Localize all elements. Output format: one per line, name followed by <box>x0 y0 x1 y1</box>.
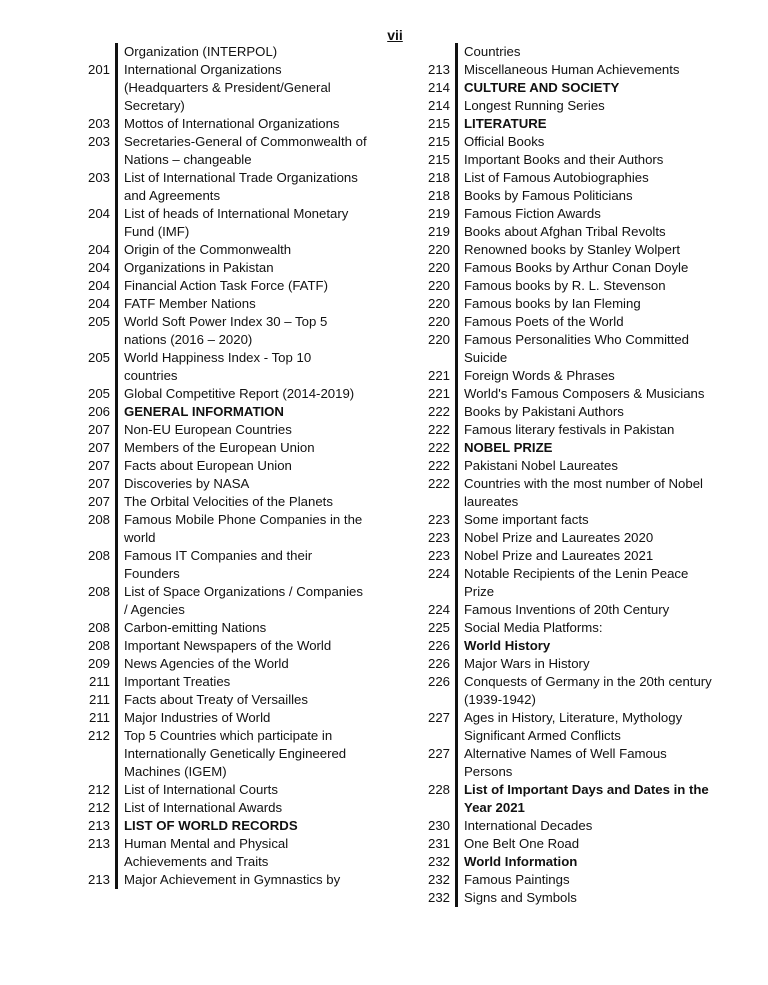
toc-entry <box>72 457 367 475</box>
toc-entry <box>72 349 367 385</box>
toc-entry-title: World Soft Power Index 30 – Top 5 nations (2016 – 2020) <box>115 313 367 349</box>
toc-entry <box>72 133 367 169</box>
toc-entry-page: 214 <box>427 80 450 95</box>
toc-entry-page: 220 <box>427 242 450 257</box>
toc-entry-page: 222 <box>427 476 450 491</box>
toc-entry-title: List of Important Days and Dates in the Year 2021 <box>455 781 712 817</box>
toc-entry <box>412 331 712 367</box>
toc-entry-title: Official Books <box>455 133 712 151</box>
toc-entry-title: Conquests of Germany in the 20th century (1939-1942) <box>455 673 712 709</box>
toc-entry-title: Notable Recipients of the Lenin Peace Prize <box>455 565 712 601</box>
toc-entry-title: World Information <box>455 853 712 871</box>
toc-entry <box>72 619 367 637</box>
toc-entry-title: LITERATURE <box>455 115 712 133</box>
toc-entry-title: Secretaries-General of Commonwealth of Nations – changeable <box>115 133 367 169</box>
toc-entry-page: 211 <box>88 692 110 707</box>
toc-entry-page: 220 <box>427 314 450 329</box>
toc-entry-title: Major Achievement in Gymnastics by <box>115 871 367 889</box>
toc-entry <box>72 871 367 889</box>
toc-entry-page: 225 <box>427 620 450 635</box>
toc-entry-page: 219 <box>427 224 450 239</box>
toc-entry-title: World History <box>455 637 712 655</box>
toc-entry-title: Non-EU European Countries <box>115 421 367 439</box>
toc-entry-page: 222 <box>427 440 450 455</box>
toc-entry <box>412 439 712 457</box>
toc-entry-page: 220 <box>427 278 450 293</box>
toc-entry-title: Miscellaneous Human Achievements <box>455 61 712 79</box>
toc-entry-title: Nobel Prize and Laureates 2021 <box>455 547 712 565</box>
toc-right-column <box>412 43 712 907</box>
toc-entry-title: Human Mental and Physical Achievements and Traits <box>115 835 367 871</box>
toc-entry <box>412 835 712 853</box>
toc-entry-title: The Orbital Velocities of the Planets <box>115 493 367 511</box>
toc-entry <box>412 241 712 259</box>
toc-entry <box>412 43 712 61</box>
toc-entry-page: 230 <box>427 818 450 833</box>
toc-entry <box>412 655 712 673</box>
toc-entry-title: Major Industries of World <box>115 709 367 727</box>
toc-entry-title: Social Media Platforms: <box>455 619 712 637</box>
toc-entry-page: 213 <box>87 836 110 851</box>
toc-entry-title: Books by Famous Politicians <box>455 187 712 205</box>
toc-entry <box>412 133 712 151</box>
toc-entry <box>72 583 367 619</box>
toc-entry-page: 228 <box>427 782 450 797</box>
toc-entry <box>72 259 367 277</box>
toc-entry-title: List of International Trade Organizations and Agreements <box>115 169 367 205</box>
toc-entry <box>72 511 367 547</box>
toc-entry <box>412 889 712 907</box>
toc-entry-page: 203 <box>87 134 110 149</box>
toc-entry-title: World's Famous Composers & Musicians <box>455 385 712 403</box>
toc-entry-title: Books by Pakistani Authors <box>455 403 712 421</box>
toc-entry <box>72 475 367 493</box>
toc-entry <box>412 187 712 205</box>
toc-entry <box>412 115 712 133</box>
toc-entry-page: 222 <box>427 458 450 473</box>
toc-entry-title: International Decades <box>455 817 712 835</box>
toc-entry-page: 213 <box>87 872 110 887</box>
toc-entry-title: FATF Member Nations <box>115 295 367 313</box>
toc-entry-title: Origin of the Commonwealth <box>115 241 367 259</box>
toc-entry-page: 218 <box>427 170 450 185</box>
toc-entry-page: 203 <box>87 116 110 131</box>
toc-entry-page: 223 <box>427 548 450 563</box>
toc-entry <box>72 61 367 115</box>
toc-entry-title: World Happiness Index - Top 10 countries <box>115 349 367 385</box>
toc-entry-page: 205 <box>87 314 110 329</box>
toc-entry-page: 215 <box>427 152 450 167</box>
toc-entry-page: 208 <box>87 638 110 653</box>
toc-entry <box>412 781 712 817</box>
toc-entry-page: 204 <box>87 278 110 293</box>
toc-entry-title: Famous literary festivals in Pakistan <box>455 421 712 439</box>
toc-entry-page: 211 <box>88 674 110 689</box>
toc-entry-title: Important Newspapers of the World <box>115 637 367 655</box>
toc-entry <box>412 673 712 709</box>
toc-entry-title: Alternative Names of Well Famous Persons <box>455 745 712 781</box>
toc-entry-title: Facts about European Union <box>115 457 367 475</box>
toc-entry <box>72 43 367 61</box>
toc-entry-page: 215 <box>427 116 450 131</box>
toc-entry-page: 220 <box>427 260 450 275</box>
toc-entry-page: 203 <box>87 170 110 185</box>
toc-entry-title: Mottos of International Organizations <box>115 115 367 133</box>
toc-entry <box>72 241 367 259</box>
toc-entry-page: 207 <box>87 494 110 509</box>
toc-entry <box>412 475 712 511</box>
toc-entry <box>412 565 712 601</box>
toc-entry-page: 224 <box>427 602 450 617</box>
toc-entry <box>412 97 712 115</box>
toc-entry-title: Signs and Symbols <box>455 889 712 907</box>
toc-entry-page: 214 <box>427 98 450 113</box>
toc-entry-title: List of heads of International Monetary Fund (IMF) <box>115 205 367 241</box>
toc-entry-page: 208 <box>87 584 110 599</box>
toc-entry <box>412 61 712 79</box>
toc-entry-title: Famous Fiction Awards <box>455 205 712 223</box>
toc-entry-page: 226 <box>427 674 450 689</box>
toc-entry-title: Nobel Prize and Laureates 2020 <box>455 529 712 547</box>
toc-entry <box>412 421 712 439</box>
toc-entry <box>72 169 367 205</box>
toc-entry-title: Renowned books by Stanley Wolpert <box>455 241 712 259</box>
toc-entry-page: 222 <box>427 422 450 437</box>
toc-entry-title: Important Books and their Authors <box>455 151 712 169</box>
toc-entry-title: List of International Courts <box>115 781 367 799</box>
toc-entry-page: 224 <box>427 566 450 581</box>
toc-entry-title: One Belt One Road <box>455 835 712 853</box>
toc-entry-page: 226 <box>427 656 450 671</box>
toc-entry-page: 204 <box>87 296 110 311</box>
toc-entry-page: 231 <box>427 836 450 851</box>
toc-entry-title: News Agencies of the World <box>115 655 367 673</box>
toc-entry-title: Famous Inventions of 20th Century <box>455 601 712 619</box>
toc-left-column <box>72 43 367 889</box>
toc-entry-title: Members of the European Union <box>115 439 367 457</box>
toc-entry <box>412 223 712 241</box>
toc-entry-title: Some important facts <box>455 511 712 529</box>
toc-entry <box>412 511 712 529</box>
toc-entry <box>412 817 712 835</box>
toc-entry <box>412 637 712 655</box>
toc-entry-page: 212 <box>87 782 110 797</box>
toc-entry-title: Ages in History, Literature, Mythology Significant Armed Conflicts <box>455 709 712 745</box>
toc-entry-page: 211 <box>88 710 110 725</box>
toc-entry-title: International Organizations (Headquarters & President/General Secretary) <box>115 61 367 115</box>
toc-entry-title: Countries <box>455 43 712 61</box>
toc-entry <box>412 601 712 619</box>
toc-entry-page: 207 <box>87 422 110 437</box>
toc-entry-page: 206 <box>87 404 110 419</box>
toc-entry-title: Countries with the most number of Nobel laureates <box>455 475 712 511</box>
toc-entry <box>412 295 712 313</box>
toc-entry-page: 209 <box>87 656 110 671</box>
toc-entry <box>412 853 712 871</box>
toc-entry <box>412 385 712 403</box>
toc-entry-title: CULTURE AND SOCIETY <box>455 79 712 97</box>
toc-entry-page: 218 <box>427 188 450 203</box>
toc-entry <box>72 115 367 133</box>
toc-entry <box>72 691 367 709</box>
toc-entry-title: Organizations in Pakistan <box>115 259 367 277</box>
page-number: vii <box>387 27 403 43</box>
toc-entry <box>412 277 712 295</box>
toc-entry-title: NOBEL PRIZE <box>455 439 712 457</box>
toc-entry <box>412 151 712 169</box>
toc-entry <box>412 79 712 97</box>
toc-entry-page: 222 <box>427 404 450 419</box>
toc-entry <box>412 313 712 331</box>
toc-entry-page: 219 <box>427 206 450 221</box>
toc-entry-page: 204 <box>87 242 110 257</box>
toc-entry <box>72 727 367 781</box>
toc-entry <box>412 745 712 781</box>
toc-entry <box>412 367 712 385</box>
toc-entry-title: Global Competitive Report (2014-2019) <box>115 385 367 403</box>
toc-entry-title: Top 5 Countries which participate in Internationally Genetically Engineered Machines (IGEM) <box>115 727 367 781</box>
toc-entry <box>72 709 367 727</box>
toc-entry-page: 208 <box>87 620 110 635</box>
toc-entry-title: Famous Books by Arthur Conan Doyle <box>455 259 712 277</box>
toc-entry-title: Facts about Treaty of Versailles <box>115 691 367 709</box>
toc-entry <box>72 493 367 511</box>
toc-entry-title: Books about Afghan Tribal Revolts <box>455 223 712 241</box>
toc-entry <box>412 259 712 277</box>
toc-entry-page: 220 <box>427 332 450 347</box>
toc-entry-page: 221 <box>427 368 450 383</box>
toc-entry <box>72 781 367 799</box>
toc-entry-page: 207 <box>87 440 110 455</box>
toc-entry-page: 208 <box>87 512 110 527</box>
toc-entry-page: 207 <box>87 458 110 473</box>
toc-entry-page: 207 <box>87 476 110 491</box>
toc-entry <box>72 313 367 349</box>
toc-entry-page: 212 <box>87 728 110 743</box>
toc-entry <box>412 529 712 547</box>
toc-entry <box>72 205 367 241</box>
toc-entry-page: 205 <box>87 350 110 365</box>
toc-entry <box>72 403 367 421</box>
toc-entry-page: 223 <box>427 512 450 527</box>
toc-entry-page: 220 <box>427 296 450 311</box>
toc-entry-title: LIST OF WORLD RECORDS <box>115 817 367 835</box>
toc-entry <box>412 169 712 187</box>
toc-entry-title: Famous books by Ian Fleming <box>455 295 712 313</box>
toc-entry-page: 232 <box>427 890 450 905</box>
toc-entry <box>72 439 367 457</box>
toc-entry-page: 215 <box>427 134 450 149</box>
toc-entry-page: 208 <box>87 548 110 563</box>
toc-entry-page: 232 <box>427 872 450 887</box>
toc-entry-page: 213 <box>87 818 110 833</box>
toc-entry <box>72 547 367 583</box>
toc-entry-title: Famous Personalities Who Committed Suicide <box>455 331 712 367</box>
toc-entry <box>72 637 367 655</box>
toc-entry <box>72 295 367 313</box>
toc-entry-title: Major Wars in History <box>455 655 712 673</box>
toc-entry-title: Famous Poets of the World <box>455 313 712 331</box>
toc-entry-page: 232 <box>427 854 450 869</box>
toc-entry-page: 213 <box>427 62 450 77</box>
toc-entry <box>72 385 367 403</box>
toc-entry-page: 204 <box>87 260 110 275</box>
toc-entry <box>72 277 367 295</box>
toc-entry-page: 221 <box>427 386 450 401</box>
toc-entry <box>72 835 367 871</box>
toc-entry-page: 226 <box>427 638 450 653</box>
toc-entry <box>72 655 367 673</box>
toc-entry <box>412 547 712 565</box>
toc-entry-page: 204 <box>87 206 110 221</box>
toc-entry <box>412 457 712 475</box>
toc-entry-title: Longest Running Series <box>455 97 712 115</box>
toc-entry-title: List of Space Organizations / Companies / Agencies <box>115 583 367 619</box>
toc-entry-title: Important Treaties <box>115 673 367 691</box>
toc-entry-page: 223 <box>427 530 450 545</box>
toc-entry-title: Discoveries by NASA <box>115 475 367 493</box>
toc-entry-title: Foreign Words & Phrases <box>455 367 712 385</box>
toc-entry-title: Famous Mobile Phone Companies in the world <box>115 511 367 547</box>
toc-entry-title: Financial Action Task Force (FATF) <box>115 277 367 295</box>
toc-entry-title: Organization (INTERPOL) <box>115 43 367 61</box>
toc-entry-page: 227 <box>427 746 450 761</box>
toc-entry-title: Famous Paintings <box>455 871 712 889</box>
toc-entry <box>412 871 712 889</box>
toc-entry <box>72 421 367 439</box>
toc-entry <box>412 205 712 223</box>
toc-entry <box>412 403 712 421</box>
toc-entry <box>412 619 712 637</box>
toc-entry-title: Carbon-emitting Nations <box>115 619 367 637</box>
toc-entry-title: GENERAL INFORMATION <box>115 403 367 421</box>
toc-entry <box>72 799 367 817</box>
toc-entry-title: List of International Awards <box>115 799 367 817</box>
toc-entry-page: 205 <box>87 386 110 401</box>
toc-entry-page: 201 <box>87 62 110 77</box>
toc-entry-page: 227 <box>427 710 450 725</box>
toc-entry-title: List of Famous Autobiographies <box>455 169 712 187</box>
toc-entry <box>412 709 712 745</box>
toc-entry-page: 212 <box>87 800 110 815</box>
toc-entry-title: Famous IT Companies and their Founders <box>115 547 367 583</box>
toc-entry <box>72 673 367 691</box>
toc-entry <box>72 817 367 835</box>
toc-entry-title: Famous books by R. L. Stevenson <box>455 277 712 295</box>
toc-entry-title: Pakistani Nobel Laureates <box>455 457 712 475</box>
